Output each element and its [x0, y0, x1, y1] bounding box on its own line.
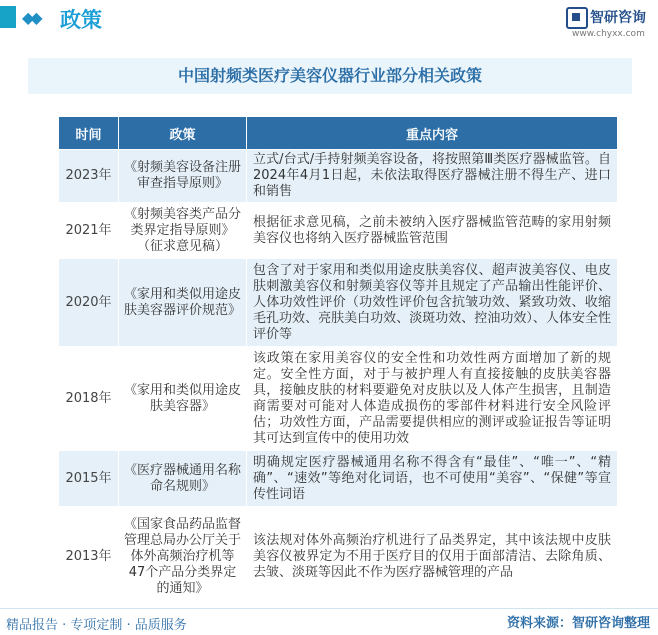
row-year: 2015年: [59, 451, 119, 507]
row-policy: 《射频美容设备注册审查指导原则》: [119, 150, 247, 203]
table-row: [59, 203, 618, 259]
table-row: [59, 150, 618, 203]
table-row: [59, 507, 618, 607]
row-policy: 《国家食品药品监督管理总局办公厅关于体外高频治疗机等47个产品分类界定的通知》: [119, 507, 247, 607]
row-content: 明确规定医疗器械通用名称不得含有“最佳”、“唯一”、“精确”、“速效”等绝对化词语，也不可使用“美容”、“保健”等宣传性词语: [247, 451, 618, 507]
row-policy: 《家用和类似用途皮肤美容器》: [119, 347, 247, 451]
row-policy: 《射频美容类产品分类界定指导原则》（征求意见稿）: [119, 203, 247, 259]
diamond-icon: ◆◆: [22, 8, 39, 27]
policy-table: [58, 116, 618, 607]
column-header-time: 时间: [59, 117, 119, 150]
header-bar: [0, 0, 658, 40]
row-content: 该法规对体外高频治疗机进行了品类界定，其中该法规中皮肤美容仪被界定为不用于医疗目的仅用于面部清洁、去除角质、去皱、淡斑等因此不作为医疗器械管理的产品: [247, 507, 618, 607]
table-row: [59, 259, 618, 347]
row-year: 2020年: [59, 259, 119, 347]
row-content: 该政策在家用美容仪的安全性和功效性两方面增加了新的规定。安全性方面，对于与被护理人有直接接触的皮肤美容器具，接触皮肤的材料要避免对皮肤以及人体产生损害，且制造商需要对可能对人体造成损伤的零部件材料进行安全风险评估；功效性方面，产品需要提供相应的测评或验证报告等证明其可达到宣传中的使用功效: [247, 347, 618, 451]
section-title: 政策: [60, 8, 102, 32]
row-policy: 《医疗器械通用名称命名规则》: [119, 451, 247, 507]
table-header-row: [59, 117, 618, 150]
accent-bar: [0, 6, 16, 28]
table-row: [59, 451, 618, 507]
column-header-policy: 政策: [119, 117, 247, 150]
row-year: 2021年: [59, 203, 119, 259]
row-year: 2013年: [59, 507, 119, 607]
row-policy: 《家用和类似用途皮肤美容器评价规范》: [119, 259, 247, 347]
column-header-content: 重点内容: [247, 117, 618, 150]
row-content: 包含了对于家用和类似用途皮肤美容仪、超声波美容仪、电皮肤刺激美容仪和射频美容仪等并且规定了产品输出性能评价、人体功效性评价（功效性评价包含抗皱功效、紧致功效、收缩毛孔功效、亮肤美白功效、淡斑功效、控油功效）、人体安全性评价等: [247, 259, 618, 347]
table-row: [59, 347, 618, 451]
source-note: 资料来源：智研咨询整理: [506, 616, 650, 631]
logo-url[interactable]: www.chyxx.com: [572, 29, 645, 39]
row-year: 2023年: [59, 150, 119, 203]
row-content: 立式/台式/手持射频美容设备，将按照第Ⅲ类医疗器械监管。自2024年4月1日起，未依法取得医疗器械注册不得生产、进口和销售: [247, 150, 618, 203]
footer-tagline: 精品报告 · 专项定制 · 品质服务: [6, 618, 187, 633]
logo-name: 智研咨询: [590, 10, 646, 26]
logo-icon: [566, 7, 588, 29]
page-title: 中国射频类医疗美容仪器行业部分相关政策: [28, 58, 632, 94]
row-year: 2018年: [59, 347, 119, 451]
row-content: 根据征求意见稿，之前未被纳入医疗器械监管范畴的家用射频美容仪也将纳入医疗器械监管范围: [247, 203, 618, 259]
footer-divider: [0, 608, 658, 609]
